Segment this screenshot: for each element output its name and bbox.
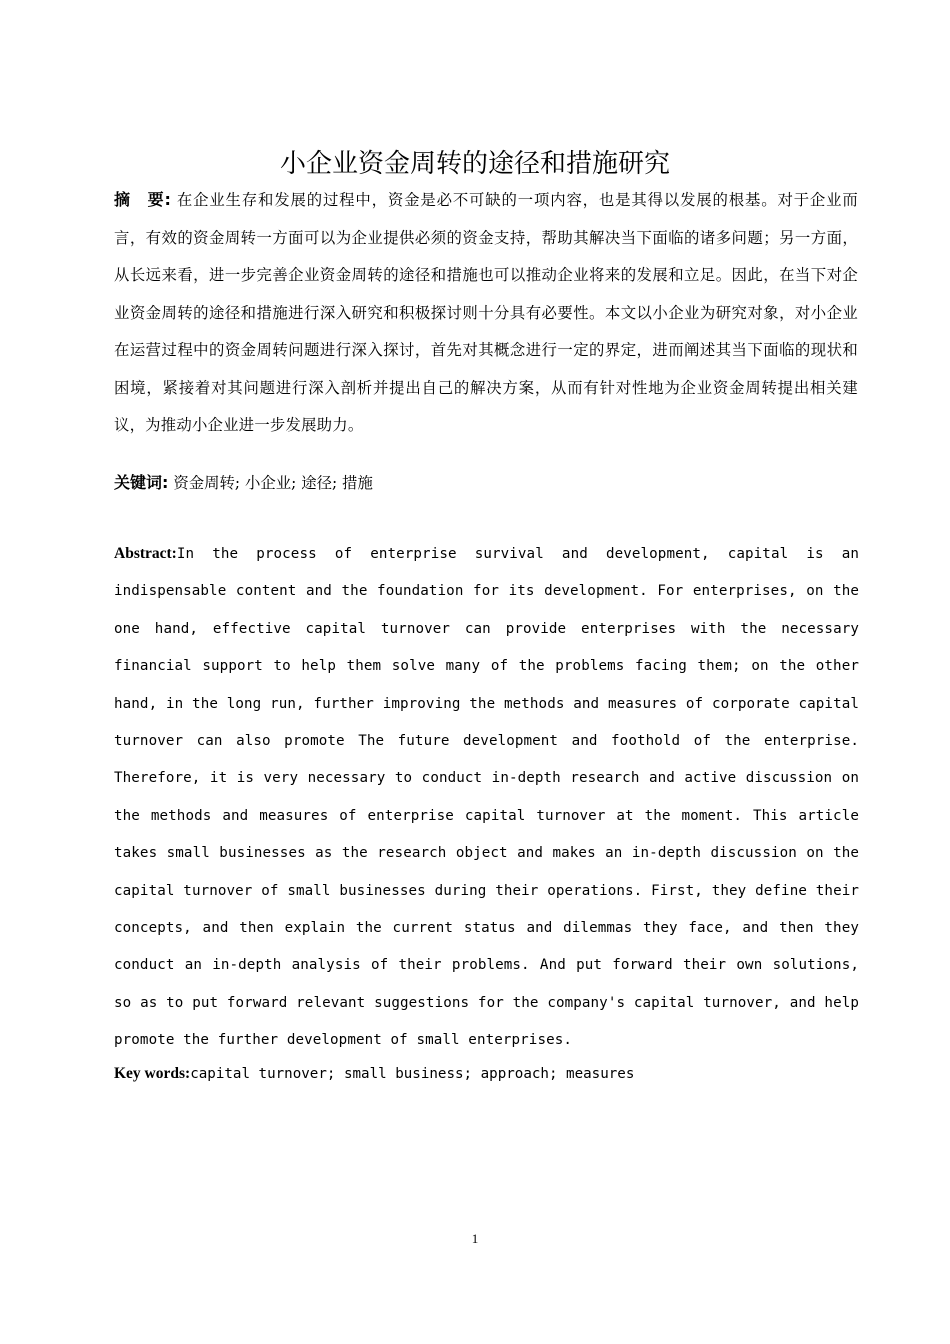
chinese-abstract-label: 摘 要: — [114, 190, 172, 209]
chinese-abstract — [114, 181, 858, 445]
chinese-keywords-label: 关键词: — [114, 473, 169, 492]
english-keywords-text: capital turnover; small business; approach; measures — [190, 1066, 635, 1082]
english-abstract — [114, 535, 859, 1060]
english-keywords-label: Key words: — [114, 1065, 191, 1082]
page-number: 1 — [471, 1231, 479, 1246]
page-title: 小企业资金周转的途径和措施研究 — [279, 149, 670, 179]
chinese-abstract-text: 在企业生存和发展的过程中，资金是必不可缺的一项内容，也是其得以发展的根基。对于企业而言，有效的资金周转一方面可以为企业提供必须的资金支持，帮助其解决当下面临的诸多问题；另一方面，从长远来看，进一步完善企业资金周转的途径和措施也可以推动企业将来的发展和立足。因此，在当下对企业资金周转的途径和措施进行深入研究和积极探讨则十分具有必要性。本文以小企业为研究对象，对小企业在运营过程中的资金周转问题进行深入探讨，首先对其概念进行一定的界定，进而阐述其当下面临的现状和困境，紧接着对其问题进行深入剖析并提出自己的解决方案，从而有针对性地为企业资金周转提出相关建议，为推动小企业进一步发展助力。 — [114, 191, 858, 434]
english-abstract-text: In the process of enterprise survival and development, capital is an indispensable content and the foundation for its development. For enterprises, on the one hand, effective capital turnover can provide enterprises with the necessary financial support to help them solve many of the problems facing them; on the other hand, in the long run, further improving the methods and measures of corporate capital turnover can also promote The future development and foothold of the enterprise. Therefore, it is very necessary to conduct in-depth research and active discussion on the methods and measures of enterprise capital turnover at the moment. This article takes small businesses as the research object and makes an in-depth discussion on the capital turnover of small businesses during their operations. First, they define their concepts, and then explain the current status and dilemmas they face, and then they conduct an in-depth analysis of their problems. And put forward their own solutions, so as to put forward relevant suggestions for the company's capital turnover, and help promote the further development of small enterprises. — [114, 546, 859, 1049]
english-abstract-label: Abstract: — [114, 545, 177, 562]
english-keywords — [114, 1057, 859, 1091]
chinese-keywords-text: 资金周转; 小企业; 途径; 措施 — [173, 474, 373, 492]
chinese-keywords — [114, 466, 858, 500]
